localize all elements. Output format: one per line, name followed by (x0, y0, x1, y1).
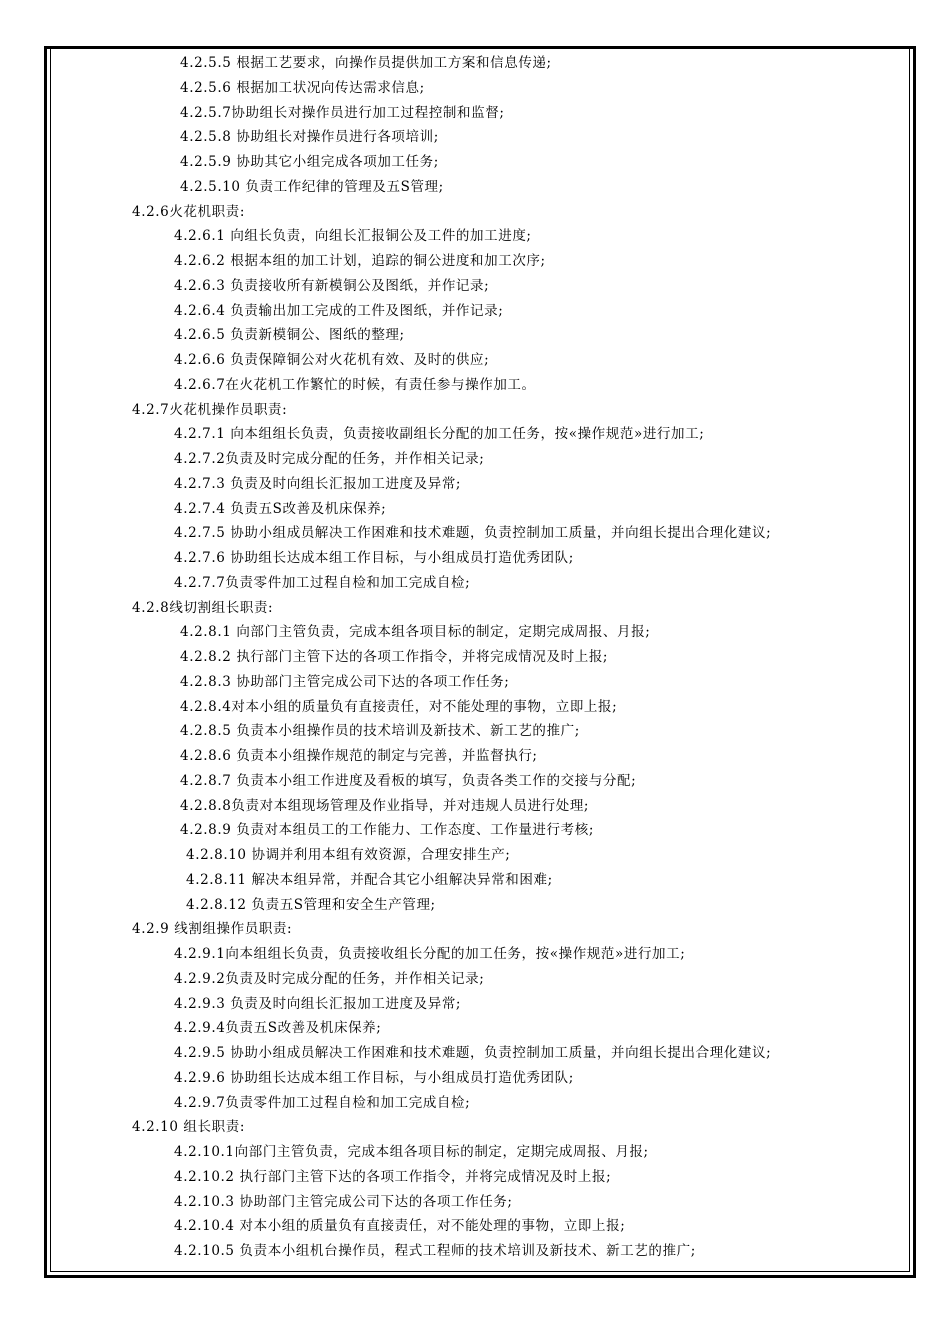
list-item: 4.2.8.2 执行部门主管下达的各项工作指令，并将完成情况及时上报; (180, 649, 609, 665)
list-item: 4.2.8.8负责对本组现场管理及作业指导，并对违规人员进行处理; (180, 797, 590, 814)
section-heading: 4.2.7火花机操作员职责: (132, 401, 288, 418)
list-item: 4.2.7.7负责零件加工过程自检和加工完成自检; (174, 574, 471, 591)
list-item: 4.2.5.5 根据工艺要求，向操作员提供加工方案和信息传递; (180, 55, 552, 71)
list-item: 4.2.7.3 负责及时向组长汇报加工进度及异常; (174, 475, 462, 492)
list-item: 4.2.5.8 协助组长对操作员进行各项培训; (180, 129, 439, 146)
list-item: 4.2.8.11 解决本组异常，并配合其它小组解决异常和困难; (186, 871, 553, 888)
list-item: 4.2.9.5 协助小组成员解决工作困难和技术难题，负责控制加工质量，并向组长提出合理化建议; (174, 1045, 772, 1061)
list-item: 4.2.9.1向本组组长负责，负责接收组长分配的加工任务，按«操作规范»进行加工; (174, 946, 686, 962)
section-heading: 4.2.9 线割组操作员职责: (132, 921, 293, 938)
list-item: 4.2.9.4负责五S改善及机床保养; (174, 1020, 382, 1037)
section-heading: 4.2.10 组长职责: (132, 1119, 245, 1136)
list-item: 4.2.5.10 负责工作纪律的管理及五S管理; (180, 178, 444, 195)
list-item: 4.2.10.2 执行部门主管下达的各项工作指令，并将完成情况及时上报; (174, 1168, 612, 1185)
list-item: 4.2.6.4 负责输出加工完成的工件及图纸，并作记录; (174, 302, 504, 319)
list-item: 4.2.5.6 根据加工状况向传达需求信息; (180, 79, 425, 96)
list-item: 4.2.7.4 负责五S改善及机床保养; (174, 500, 387, 517)
list-item: 4.2.7.2负责及时完成分配的任务，并作相关记录; (174, 451, 485, 467)
section-heading: 4.2.6火花机职责: (132, 203, 245, 220)
list-item: 4.2.8.12 负责五S管理和安全生产管理; (186, 896, 436, 913)
section-heading: 4.2.8线切割组长职责: (132, 599, 274, 616)
list-item: 4.2.8.9 负责对本组员工的工作能力、工作态度、工作量进行考核; (180, 822, 594, 839)
list-item: 4.2.9.7负责零件加工过程自检和加工完成自检; (174, 1094, 471, 1111)
list-item: 4.2.10.5 负责本小组机台操作员，程式工程师的技术培训及新技术、新工艺的推广; (174, 1243, 696, 1259)
list-item: 4.2.8.1 向部门主管负责，完成本组各项目标的制定，定期完成周报、月报; (180, 624, 651, 641)
list-item: 4.2.9.6 协助组长达成本组工作目标，与小组成员打造优秀团队; (174, 1069, 574, 1086)
list-item: 4.2.8.6 负责本小组操作规范的制定与完善，并监督执行; (180, 748, 538, 764)
list-item: 4.2.6.2 根据本组的加工计划，追踪的铜公进度和加工次序; (174, 253, 546, 269)
list-item: 4.2.8.7 负责本小组工作进度及看板的填写，负责各类工作的交接与分配; (180, 772, 637, 789)
list-item: 4.2.10.1向部门主管负责，完成本组各项目标的制定，定期完成周报、月报; (174, 1144, 649, 1160)
list-item: 4.2.6.7在火花机工作繁忙的时候，有责任参与操作加工。 (174, 376, 536, 393)
list-item: 4.2.8.4对本小组的质量负有直接责任，对不能处理的事物，立即上报; (180, 698, 618, 715)
list-item: 4.2.10.3 协助部门主管完成公司下达的各项工作任务; (174, 1193, 513, 1210)
list-item: 4.2.7.6 协助组长达成本组工作目标，与小组成员打造优秀团队; (174, 550, 574, 566)
list-item: 4.2.10.4 对本小组的质量负有直接责任，对不能处理的事物，立即上报; (174, 1218, 626, 1235)
list-item: 4.2.6.6 负责保障铜公对火花机有效、及时的供应; (174, 352, 490, 368)
list-item: 4.2.6.5 负责新模铜公、图纸的整理; (174, 327, 405, 344)
list-item: 4.2.8.10 协调并利用本组有效资源，合理安排生产; (186, 847, 511, 863)
list-item: 4.2.7.1 向本组组长负责，负责接收副组长分配的加工任务，按«操作规范»进行加工; (174, 426, 705, 443)
list-item: 4.2.9.3 负责及时向组长汇报加工进度及异常; (174, 995, 462, 1012)
list-item: 4.2.6.1 向组长负责，向组长汇报铜公及工件的加工进度; (174, 228, 532, 245)
list-item: 4.2.8.3 协助部门主管完成公司下达的各项工作任务; (180, 673, 510, 690)
list-item: 4.2.5.9 协助其它小组完成各项加工任务; (180, 154, 439, 170)
list-item: 4.2.5.7协助组长对操作员进行加工过程控制和监督; (180, 104, 505, 121)
list-item: 4.2.6.3 负责接收所有新模铜公及图纸，并作记录; (174, 277, 490, 294)
list-item: 4.2.9.2负责及时完成分配的任务，并作相关记录; (174, 970, 485, 987)
list-item: 4.2.7.5 协助小组成员解决工作困难和技术难题，负责控制加工质量，并向组长提出合理化建议; (174, 525, 772, 542)
list-item: 4.2.8.5 负责本小组操作员的技术培训及新技术、新工艺的推广; (180, 723, 580, 740)
